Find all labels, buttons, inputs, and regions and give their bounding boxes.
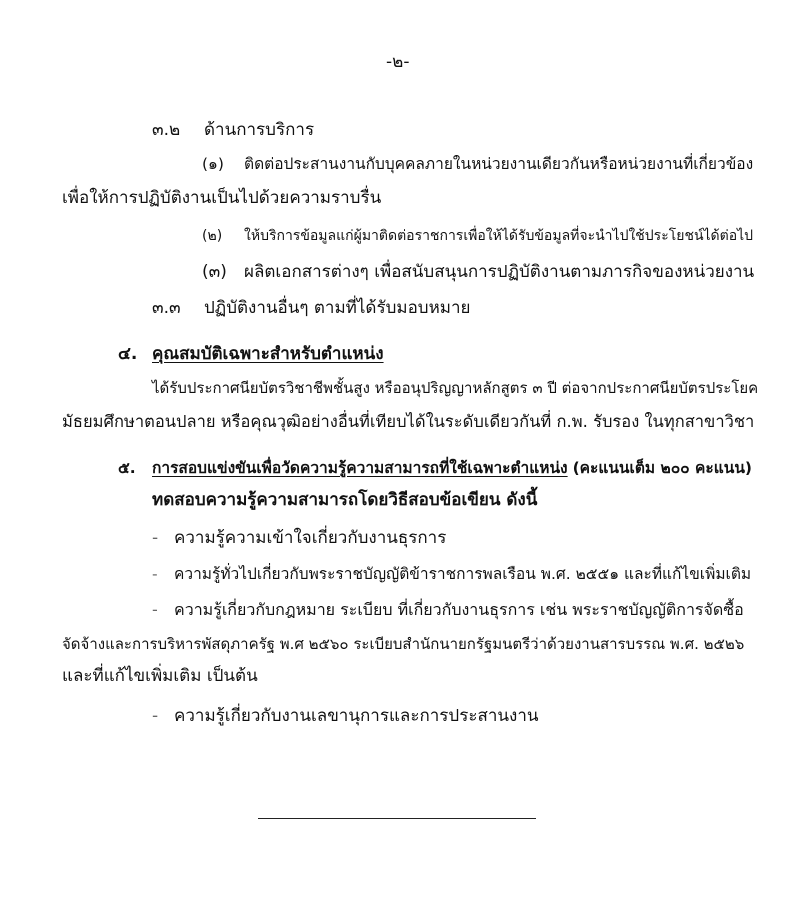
item-number: (๓): [202, 262, 227, 282]
section-3-3: [152, 296, 471, 320]
item-text: ให้บริการข้อมูลแก่ผู้มาติดต่อราชการเพื่อให้ได้รับข้อมูลที่จะนำไปใช้ประโยชน์ได้ต่อไป: [244, 228, 754, 244]
item-text: ผลิตเอกสารต่างๆ เพื่อสนับสนุนการปฏิบัติงานตามภารกิจของหน่วยงาน: [244, 262, 755, 282]
section-number: ๓.๓: [152, 298, 181, 318]
qualification-line-1: ได้รับประกาศนียบัตรวิชาชีพชั้นสูง หรืออนุปริญญาหลักสูตร ๓ ปี ต่อจากประกาศนียบัตรประโยค: [152, 379, 759, 397]
end-rule: [258, 818, 536, 819]
section-title: คุณสมบัติเฉพาะสำหรับตำแหน่ง: [152, 344, 384, 364]
section-number: ๕.: [118, 459, 136, 477]
service-item-1-continued: เพื่อให้การปฏิบัติงานเป็นไปด้วยความราบรื่น: [62, 188, 382, 208]
exam-topic-3-line-2: จัดจ้างและการบริหารพัสดุภาครัฐ พ.ศ ๒๕๖๐ ระเบียบสำนักนายกรัฐมนตรีว่าด้วยงานสารบรรณ พ.ศ. ๒๕๒๖: [62, 635, 745, 653]
topic-text: ความรู้ทั่วไปเกี่ยวกับพระราชบัญญัติข้าราชการพลเรือน พ.ศ. ๒๕๕๑ และที่แก้ไขเพิ่มเติม: [174, 565, 752, 583]
exam-topic-4: [152, 704, 539, 728]
exam-topic-3-line-3: และที่แก้ไขเพิ่มเติม เป็นต้น: [62, 666, 258, 686]
topic-text: ความรู้ความเข้าใจเกี่ยวกับงานธุรการ: [174, 528, 447, 548]
qualification-line-2: มัธยมศึกษาตอนปลาย หรือคุณวุฒิอย่างอื่นที่เทียบได้ในระดับเดียวกันที่ ก.พ. รับรอง ในทุกสาขาวิชา: [62, 412, 755, 431]
item-number: (๑): [202, 155, 224, 173]
section-number: ๔.: [118, 344, 138, 364]
exam-topic-1: [152, 526, 446, 550]
page-number: -๒-: [386, 52, 410, 72]
topic-text: ความรู้เกี่ยวกับงานเลขานุการและการประสานงาน: [174, 706, 539, 726]
item-text: ติดต่อประสานงานกับบุคคลภายในหน่วยงานเดียวกันหรือหน่วยงานที่เกี่ยวข้อง: [244, 155, 754, 173]
section-5-heading: [118, 456, 752, 480]
section-4-heading: [118, 342, 384, 366]
section-title: การสอบแข่งขันเพื่อวัดความรู้ความสามารถที่ใช้เฉพาะตำแหน่ง: [152, 459, 568, 477]
bullet-dash: -: [152, 706, 159, 726]
service-item-1: [202, 152, 753, 176]
section-5-subtitle: ทดสอบความรู้ความสามารถโดยวิธีสอบข้อเขียน ดังนี้: [152, 490, 538, 510]
section-number: ๓.๒: [152, 120, 181, 140]
section-3-2-heading: [152, 118, 314, 142]
service-item-3: [202, 260, 754, 284]
bullet-dash: -: [152, 528, 159, 548]
section-title: ด้านการบริการ: [204, 120, 315, 140]
topic-text: ความรู้เกี่ยวกับกฎหมาย ระเบียบ ที่เกี่ยวกับงานธุรการ เช่น พระราชบัญญัติการจัดซื้อ: [174, 600, 744, 619]
exam-topic-3: [152, 598, 744, 622]
service-item-2: [202, 224, 753, 248]
exam-topic-2: [152, 562, 751, 586]
bullet-dash: -: [152, 600, 158, 619]
item-number: (๒): [202, 228, 223, 244]
section-text: ปฏิบัติงานอื่นๆ ตามที่ได้รับมอบหมาย: [204, 298, 471, 318]
section-score: (คะแนนเต็ม ๒๐๐ คะแนน): [572, 459, 752, 477]
bullet-dash: -: [152, 565, 158, 583]
